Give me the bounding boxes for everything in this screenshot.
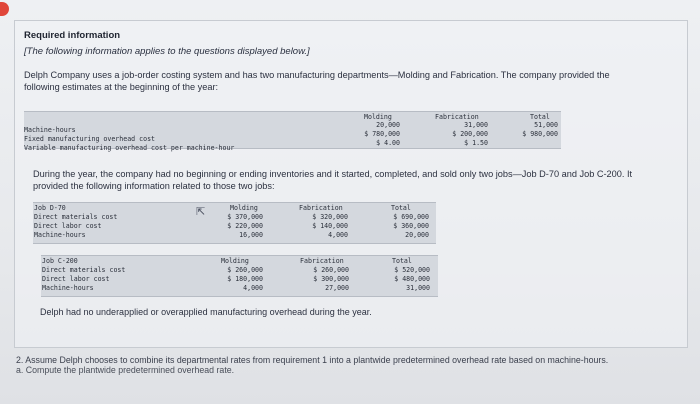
job-d70-table: [33, 202, 436, 244]
row-value: 51,000: [534, 121, 558, 129]
row-value: $ 320,000: [312, 213, 348, 221]
col-header-molding: Molding: [221, 257, 249, 265]
col-header-molding: Molding: [364, 113, 392, 121]
row-value: $ 180,000: [227, 275, 263, 283]
row-value: 31,000: [464, 121, 488, 129]
question-block: [16, 355, 676, 375]
row-label: Direct labor cost: [42, 275, 110, 283]
job-title: Job C-200: [42, 257, 78, 265]
question-text: 2. Assume Delph chooses to combine its departmental rates from requirement 1 into a plantwide predetermined overhead rate based on machine-hours.: [16, 355, 609, 365]
row-label: Variable manufacturing overhead cost per machine-hour: [24, 144, 235, 152]
intro-text: Delph Company uses a job-order costing system and has two manufacturing departments—Molding and Fabrication. The company provided the following estimates at the beginning of the year:: [24, 70, 610, 92]
row-label: Direct materials cost: [42, 266, 126, 274]
required-info-title: Required information: [24, 30, 121, 41]
row-value: 4,000: [243, 284, 263, 292]
row-value: $ 200,000: [452, 130, 488, 138]
row-value: $ 360,000: [393, 222, 429, 230]
row-value: 31,000: [406, 284, 430, 292]
row-value: $ 980,000: [522, 130, 558, 138]
row-value: $ 520,000: [394, 266, 430, 274]
row-value: $ 300,000: [313, 275, 349, 283]
job-c200-table: [41, 255, 438, 297]
row-value: $ 140,000: [312, 222, 348, 230]
jobs-intro-text: During the year, the company had no beginning or ending inventories and it started, completed, and sold only two jobs—Job D-70 and Job C-200. It provided the following information related to those two jobs:: [33, 169, 633, 191]
row-value: $ 260,000: [227, 266, 263, 274]
question-part-a: a. Compute the plantwide predetermined overhead rate.: [16, 365, 235, 375]
row-value: $ 780,000: [364, 130, 400, 138]
row-value: 20,000: [405, 231, 429, 239]
mouse-cursor-icon: ⇱: [196, 206, 206, 218]
col-header-total: Total: [391, 204, 411, 212]
col-header-fabrication: Fabrication: [299, 204, 343, 212]
job-title: Job D-70: [34, 204, 66, 212]
row-value: $ 1.50: [464, 139, 488, 147]
alert-badge-icon: [0, 2, 9, 16]
col-header-molding: Molding: [230, 204, 258, 212]
row-value: 16,000: [239, 231, 263, 239]
col-header-fabrication: Fabrication: [435, 113, 479, 121]
col-header-fabrication: Fabrication: [300, 257, 344, 265]
row-label: Fixed manufacturing overhead cost: [24, 135, 156, 143]
row-value: $ 260,000: [313, 266, 349, 274]
row-value: $ 690,000: [393, 213, 429, 221]
row-label: Direct labor cost: [34, 222, 102, 230]
row-value: $ 370,000: [227, 213, 263, 221]
row-value: 27,000: [325, 284, 349, 292]
estimates-table: [24, 111, 561, 152]
row-value: 4,000: [328, 231, 348, 239]
row-value: $ 4.00: [376, 139, 400, 147]
row-label: Machine-hours: [34, 231, 86, 239]
col-header-total: Total: [530, 113, 550, 121]
row-value: $ 480,000: [394, 275, 430, 283]
row-label: Machine-hours: [24, 126, 76, 134]
row-label: Direct materials cost: [34, 213, 118, 221]
col-header-total: Total: [392, 257, 412, 265]
overhead-note: Delph had no underapplied or overapplied manufacturing overhead during the year.: [40, 307, 372, 317]
info-note: [The following information applies to the questions displayed below.]: [24, 46, 310, 57]
row-value: 20,000: [376, 121, 400, 129]
row-label: Machine-hours: [42, 284, 94, 292]
row-value: $ 220,000: [227, 222, 263, 230]
